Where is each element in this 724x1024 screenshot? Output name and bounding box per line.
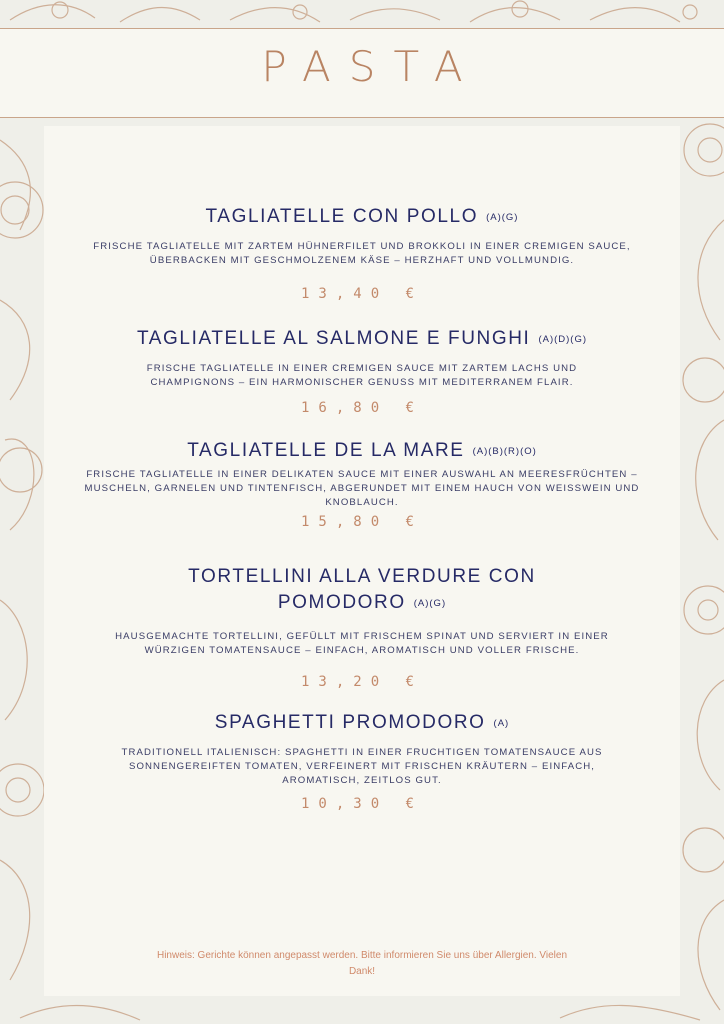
dish-name-line: [44, 204, 680, 230]
dish-description: TRADITIONELL ITALIENISCH: SPAGHETTI IN EINER FRUCHTIGEN TOMATENSAUCE AUS SONNENGEREIFTEN TOMATEN, VERFEINERT MIT FRISCHEN KRÄUTERN – EINFACH, AROMATISCH, ZEITLOS GUT.: [121, 747, 603, 786]
dish-allergens: (A)(G): [486, 212, 519, 223]
dish-price: 16,80 €: [300, 400, 423, 416]
dish-name: TORTELLINI ALLA VERDURE CON POMODORO: [188, 566, 536, 613]
dish-name-line: [44, 438, 680, 464]
allergy-note: Hinweis: Gerichte können angepasst werden. Bitte informieren Sie uns über Allergien. Vielen Dank!: [156, 950, 568, 977]
dish-price: 15,80 €: [300, 514, 423, 530]
page-title: PASTA: [261, 42, 481, 91]
dish-allergens: (A): [493, 718, 510, 729]
dish-allergens: (A)(G): [413, 598, 447, 609]
dish-price: 13,40 €: [300, 286, 423, 302]
dish-name: TAGLIATELLE CON POLLO: [205, 206, 479, 227]
dish-item: [44, 564, 680, 690]
dish-description: FRISCHE TAGLIATELLE IN EINER CREMIGEN SAUCE MIT ZARTEM LACHS UND CHAMPIGNONS – EIN HARMONISCHER GENUSS MIT MEDITERRANEM FLAIR.: [146, 363, 578, 388]
dish-item: [44, 438, 680, 530]
dish-name-line: [172, 564, 552, 616]
dish-name: SPAGHETTI PROMODORO: [214, 712, 486, 733]
dish-price: 10,30 €: [300, 796, 423, 812]
dish-name: TAGLIATELLE DE LA MARE: [187, 440, 465, 461]
dish-description: FRISCHE TAGLIATELLE IN EINER DELIKATEN SAUCE MIT EINER AUSWAHL AN MEERESFRÜCHTEN – MUSCHELN, GARNELEN UND TINTENFISCH, ABGERUNDET MIT EINEM HAUCH VON WEISSWEIN UND KNOBLAUCH.: [84, 469, 640, 508]
dish-price: 13,20 €: [300, 674, 423, 690]
dish-description: HAUSGEMACHTE TORTELLINI, GEFÜLLT MIT FRISCHEM SPINAT UND SERVIERT IN EINER WÜRZIGEN TOMATENSAUCE – EINFACH, AROMATISCH UND VOLLER FRISCHE.: [115, 631, 609, 656]
dish-item: [44, 326, 680, 416]
dish-allergens: (A)(D)(G): [538, 334, 588, 345]
dish-item: [44, 204, 680, 302]
dish-name-line: [44, 326, 680, 352]
dish-name-line: [44, 710, 680, 736]
dish-allergens: (A)(B)(R)(O): [472, 446, 537, 457]
menu-panel: [44, 126, 680, 996]
dish-item: [44, 710, 680, 812]
dish-name: TAGLIATELLE AL SALMONE E FUNGHI: [136, 328, 531, 349]
dish-description: FRISCHE TAGLIATELLE MIT ZARTEM HÜHNERFILET UND BROKKOLI IN EINER CREMIGEN SAUCE, ÜBERBACKEN MIT GESCHMOLZENEM KÄSE – HERZHAFT UND VOLLMUNDIG.: [93, 241, 631, 266]
